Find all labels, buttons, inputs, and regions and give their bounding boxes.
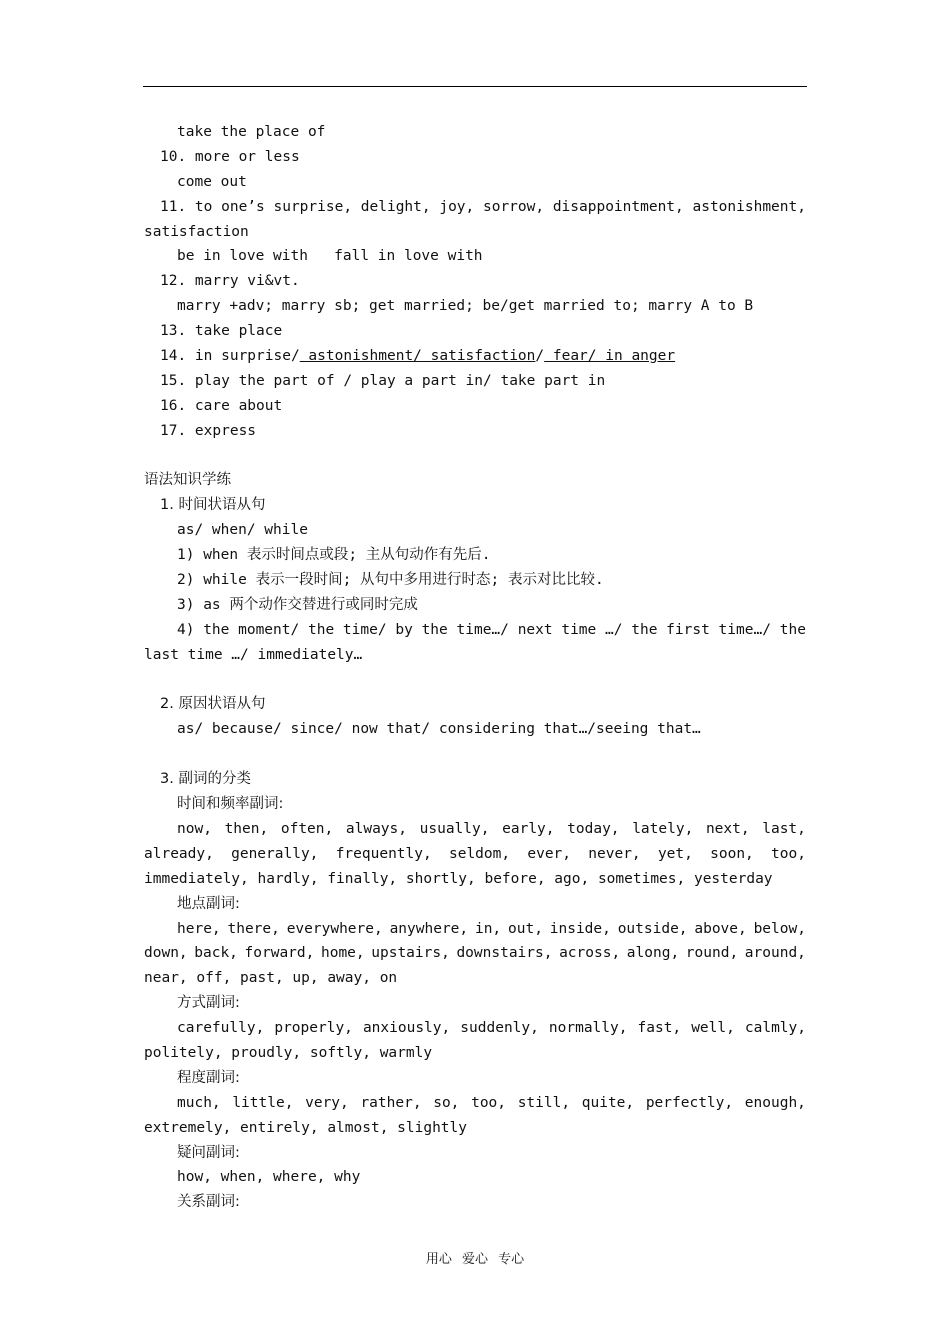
word: generally, (231, 845, 319, 862)
time-adverbs-line-2 (144, 842, 806, 867)
word: very, (305, 1094, 349, 1111)
section-1-title: 1. 时间状语从句 (160, 497, 266, 514)
word: carefully, (177, 1020, 265, 1037)
word: below, (753, 920, 806, 937)
word: now, (177, 820, 212, 837)
word: anxiously, (362, 1020, 451, 1037)
grammar-heading: 语法知识学练 (144, 472, 231, 489)
word: enough, (744, 1094, 806, 1111)
word: disappointment, (552, 198, 684, 215)
word: 11. to one’s surprise, (160, 198, 353, 215)
item-12-line: marry +adv; marry sb; get married; be/get married to; marry A to B (177, 298, 754, 315)
item-14 (144, 344, 806, 369)
word: rather, (360, 1094, 422, 1111)
word: yet, (657, 845, 693, 862)
item-12: 12. marry vi&vt. (160, 273, 300, 290)
section-2-title: 2. 原因状语从句 (160, 696, 266, 713)
word: next, (705, 820, 750, 837)
page-footer: 用心 爱心 专心 (425, 1252, 525, 1267)
word: along, (626, 945, 680, 962)
word: frequently, (335, 845, 432, 862)
section-1-sub: as/ when/ while (177, 522, 308, 539)
word: soon, (710, 845, 754, 862)
word: normally, (548, 1020, 628, 1037)
word: forward, (244, 945, 315, 962)
word: ever, (527, 845, 572, 862)
item-10: 10. more or less (160, 148, 300, 165)
word: sorrow, (482, 198, 545, 215)
word: home, (320, 945, 365, 962)
manner-adverbs-label: 方式副词: (177, 995, 240, 1012)
time-adverbs-line-3: immediately, hardly, finally, shortly, before, ago, sometimes, yesterday (144, 870, 773, 887)
section-3-title: 3. 副词的分类 (160, 771, 251, 788)
degree-adverbs-line-1 (144, 1091, 806, 1116)
word: already, (144, 845, 214, 862)
item-14-underlined-3: fear/ in anger (544, 348, 676, 365)
word: by the time…/ (395, 621, 509, 638)
word: quite, (581, 1094, 635, 1111)
place-adverbs-line-1 (144, 917, 806, 942)
word: well, (691, 1020, 735, 1037)
word: out, (508, 920, 543, 937)
item-9-line: take the place of (177, 124, 326, 140)
word: perfectly, (645, 1094, 734, 1111)
manner-adverbs-line-1 (144, 1016, 806, 1041)
section-1-rule-3: 3) as 两个动作交替进行或同时完成 (177, 596, 418, 613)
word: astonishment, (692, 198, 806, 215)
item-11-line: be in love with fall in love with (177, 248, 483, 265)
word: too, (471, 1094, 507, 1111)
word: there, (227, 920, 280, 937)
word: lately, (632, 820, 694, 837)
time-adverbs-label: 时间和频率副词: (177, 796, 284, 813)
word: suddenly, (460, 1020, 539, 1037)
item-11 (144, 195, 806, 220)
word: much, (177, 1094, 221, 1111)
word: delight, (360, 198, 431, 215)
word: the first time…/ (631, 621, 771, 638)
word: usually, (419, 820, 490, 837)
word: joy, (439, 198, 475, 215)
word: the time/ (308, 621, 387, 638)
section-1-rule-2: 2) while 表示一段时间; 从句中多用进行时态; 表示对比比较. (177, 572, 604, 589)
time-adverbs-line-1 (144, 817, 806, 842)
word: fast, (637, 1020, 682, 1037)
word: inside, (549, 920, 611, 937)
item-14-underlined-2: satisfaction (421, 348, 536, 365)
word: downstairs, (456, 945, 553, 962)
item-14-num: 14. in surprise/ (160, 348, 300, 365)
word: down, (144, 945, 188, 962)
item-14-underlined-1: astonishment/ (299, 348, 422, 365)
word: properly, (274, 1020, 353, 1037)
degree-adverbs-line-2: extremely, entirely, almost, slightly (144, 1119, 468, 1136)
word: calmly, (744, 1020, 806, 1037)
word: 4) the moment/ (177, 621, 300, 638)
word: then, (224, 820, 269, 837)
word: seldom, (448, 845, 511, 862)
item-15: 15. play the part of / play a part in/ take part in (160, 372, 606, 389)
word: always, (345, 820, 407, 837)
spacer (144, 668, 806, 693)
word: next time …/ (517, 621, 623, 638)
word: upstairs, (371, 945, 450, 962)
word: in, (474, 920, 502, 937)
section-2-sub: as/ because/ since/ now that/ considering that…/seeing that… (177, 721, 701, 738)
interrogative-adverbs-line-1: how, when, where, why (177, 1169, 361, 1186)
relative-adverbs-label: 关系副词: (177, 1194, 240, 1211)
word: anywhere, (389, 920, 469, 937)
section-1-rule-1: 1) when 表示时间点或段; 主从句动作有先后. (177, 547, 491, 564)
word: here, (177, 920, 221, 937)
word: early, (502, 820, 555, 837)
header-rule (143, 86, 807, 87)
word: outside, (617, 920, 688, 937)
item-13: 13. take place (160, 323, 283, 340)
interrogative-adverbs-label: 疑问副词: (177, 1144, 240, 1161)
place-adverbs-label: 地点副词: (177, 895, 240, 912)
place-adverbs-line-2 (144, 941, 806, 966)
item-11-cont: satisfaction (144, 223, 249, 240)
word: the (779, 621, 806, 638)
word: round, (685, 945, 739, 962)
item-14-slash: / (535, 348, 545, 365)
word: today, (567, 820, 620, 837)
spacer (144, 444, 806, 469)
word: so, (433, 1094, 460, 1111)
spacer (144, 742, 806, 767)
word: still, (517, 1094, 571, 1111)
section-1-rule-4 (144, 618, 806, 643)
item-17: 17. express (160, 422, 257, 439)
word: everywhere, (286, 920, 383, 937)
word: back, (194, 945, 238, 962)
document-body (144, 120, 806, 1215)
item-16: 16. care about (160, 397, 283, 414)
place-adverbs-line-3: near, off, past, up, away, on (144, 970, 398, 987)
word: last, (762, 820, 806, 837)
word: above, (694, 920, 747, 937)
word: never, (588, 845, 641, 862)
item-10-line: come out (177, 173, 247, 190)
word: around, (744, 945, 806, 962)
word: too, (771, 845, 806, 862)
word: across, (559, 945, 621, 962)
manner-adverbs-line-2: politely, proudly, softly, warmly (144, 1044, 433, 1061)
section-1-rule-4-cont: last time …/ immediately… (144, 646, 363, 663)
degree-adverbs-label: 程度副词: (177, 1069, 240, 1086)
word: little, (232, 1094, 294, 1111)
word: often, (280, 820, 334, 837)
